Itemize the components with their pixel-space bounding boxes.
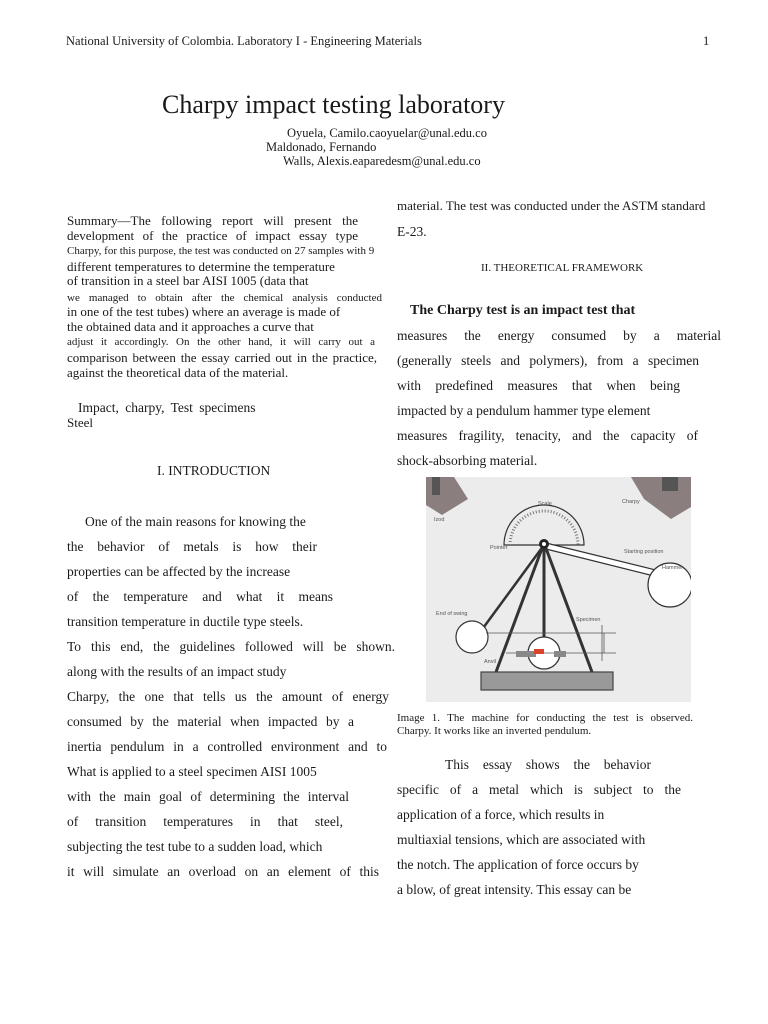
summary-line: of transition in a steel bar AISI 1005 (data that	[67, 273, 309, 288]
continuation-line: material. The test was conducted under the ASTM standard	[397, 198, 706, 213]
body-line: This essay shows the behavior	[445, 757, 651, 772]
intro-line: the behavior of metals is how their	[67, 539, 317, 554]
intro-line: of the temperature and what it means	[67, 589, 333, 604]
intro-line: along with the results of an impact study	[67, 664, 287, 679]
summary-line: we managed to obtain after the chemical analysis conducted	[67, 292, 382, 304]
label-pointer: Pointer	[490, 545, 508, 551]
label-scale: Scale	[538, 501, 552, 507]
summary-line: against the theoretical data of the material.	[67, 365, 289, 380]
label-hammer: Hammer	[662, 565, 684, 571]
intro-line: consumed by the material when impacted by a	[67, 714, 354, 729]
author-2: Maldonado, Fernando	[266, 140, 377, 154]
intro-line: it will simulate an overload on an element of this	[67, 864, 379, 879]
hammer-end	[456, 621, 488, 653]
theory-line: with predefined measures that when being	[397, 378, 680, 393]
summary-line: Charpy, for this purpose, the test was conducted on 27 samples with 9	[67, 245, 375, 257]
body-line: the notch. The application of force occurs by	[397, 857, 639, 872]
theory-lead: The Charpy test is an impact test that	[410, 303, 636, 318]
theory-line: shock-absorbing material.	[397, 453, 538, 468]
keywords-line: Steel	[67, 415, 93, 430]
author-1: Oyuela, Camilo.caoyuelar@unal.edu.co	[287, 126, 487, 140]
label-specimen: Specimen	[576, 617, 601, 623]
theory-line: (generally steels and polymers), from a specimen	[397, 353, 699, 368]
intro-line: inertia pendulum in a controlled environment and to	[67, 739, 387, 754]
summary-line: Summary—The following report will present the	[67, 213, 358, 228]
keywords-line: Impact, charpy, Test specimens	[78, 400, 256, 415]
specimen	[534, 649, 544, 654]
charpy-machine-figure	[426, 477, 691, 702]
label-charpy: Charpy	[622, 499, 640, 505]
intro-line: transition temperature in ductile type steels.	[67, 614, 304, 629]
theory-line: impacted by a pendulum hammer type element	[397, 403, 651, 418]
body-line: application of a force, which results in	[397, 807, 605, 822]
intro-line: with the main goal of determining the interval	[67, 789, 349, 804]
intro-line: of transition temperatures in that steel,	[67, 814, 343, 829]
intro-line: properties can be affected by the increase	[67, 564, 291, 579]
paper-title: Charpy impact testing laboratory	[162, 90, 505, 119]
section-heading-theoretical-framework: II. THEORETICAL FRAMEWORK	[481, 262, 644, 274]
body-line: a blow, of great intensity. This essay can be	[397, 882, 632, 897]
page-number: 1	[703, 34, 710, 48]
intro-line: One of the main reasons for knowing the	[85, 514, 306, 529]
intro-line: subjecting the test tube to a sudden load, which	[67, 839, 323, 854]
summary-line: development of the practice of impact essay type	[67, 228, 358, 243]
label-anvil: Anvil	[484, 659, 496, 665]
intro-line: To this end, the guidelines followed will be shown.	[67, 639, 395, 654]
intro-line: What is applied to a steel specimen AISI 1005	[67, 764, 317, 779]
continuation-line: E-23.	[397, 224, 427, 239]
charpy-inset	[631, 477, 691, 519]
figure-caption: Image 1. The machine for conducting the test is observed.	[397, 712, 693, 724]
machine-base	[481, 672, 613, 690]
section-heading-introduction: I. INTRODUCTION	[157, 463, 271, 478]
label-izod: Izod	[434, 517, 445, 523]
summary-line: adjust it accordingly. On the other hand, it will carry out a	[67, 336, 375, 348]
body-line: specific of a metal which is subject to the	[397, 782, 681, 797]
theory-line: measures fragility, tenacity, and the capacity of	[397, 428, 698, 443]
label-starting-position: Starting position	[624, 549, 664, 555]
theory-line: measures the energy consumed by a material	[397, 328, 721, 343]
summary-line: comparison between the essay carried out in the practice,	[67, 350, 377, 365]
summary-line: the obtained data and it approaches a curve that	[67, 319, 314, 334]
pendulum-diagram	[426, 477, 691, 702]
running-header: National University of Colombia. Laboratory I - Engineering Materials	[66, 34, 422, 48]
summary-line: in one of the test tubes) where an average is made of	[67, 304, 341, 319]
figure-caption: Charpy. It works like an inverted pendulum.	[397, 725, 592, 737]
author-3: Walls, Alexis.eaparedesm@unal.edu.co	[283, 154, 481, 168]
summary-line: different temperatures to determine the temperature	[67, 259, 335, 274]
body-line: multiaxial tensions, which are associated with	[397, 832, 646, 847]
label-end-of-swing: End of swing	[436, 611, 468, 617]
intro-line: Charpy, the one that tells us the amount of energy	[67, 689, 389, 704]
